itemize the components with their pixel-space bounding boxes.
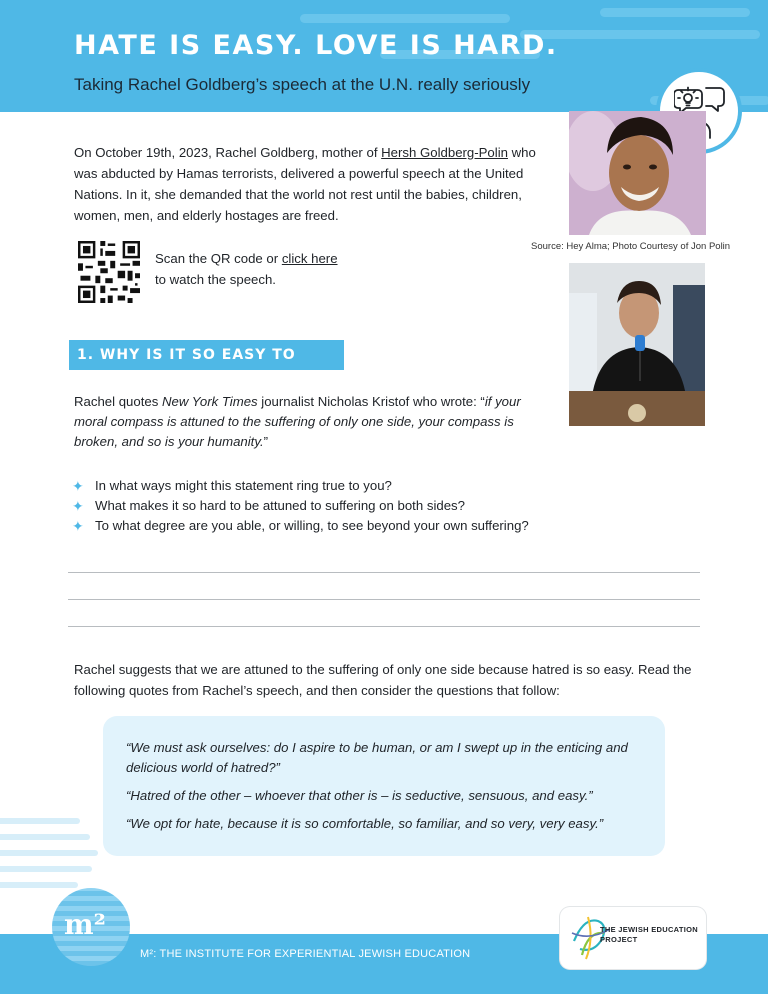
section-1-heading: 1. WHY IS IT SO EASY TO HATE? [69,340,344,370]
hersh-goldberg-polin-link[interactable]: Hersh Goldberg-Polin [381,145,508,160]
sparkle-bullet-icon: ✦ [72,478,84,494]
intro-paragraph: On October 19th, 2023, Rachel Goldberg, mother of Hersh Goldberg-Polin who was abducted by Hamas terrorists, delivered a powerful speech at the United Nations. In it, she demanded that the world not rest until the babies, children, women, men, and elderly hostages are freed. [74,145,536,223]
list-item: ✦ What makes it so hard to be attuned to suffering on both sides? [72,498,465,514]
jewish-education-project-logo: THE JEWISH EDUCATION PROJECT [560,907,706,969]
answer-line[interactable] [68,599,700,600]
kristof-quote-paragraph: Rachel quotes New York Times journalist Nicholas Kristof who wrote: “if your moral compass is attuned to the suffering of only one side, your compass is broken, and so is your humanity.” [74,394,521,449]
speech-quote: “We must ask ourselves: do I aspire to be human, or am I swept up in the enticing and delicious world of hatred?” [126,740,628,775]
sparkle-bullet-icon: ✦ [72,498,84,514]
speech-quote: “We opt for hate, because it is so comfortable, so familiar, and so very, very easy.” [126,816,604,831]
hatred-paragraph: Rachel suggests that we are attuned to the suffering of only one side because hatred is so easy. Read the following quotes from Rachel’s speech, and then consider the questions that follow: [74,662,692,698]
answer-line[interactable] [68,626,700,627]
m2-logo: m² [52,888,130,966]
click-here-link[interactable]: click here [281,251,338,266]
speech-quote: “Hatred of the other – whoever that other is – is seductive, sensuous, and easy.” [126,788,593,803]
header-banner [0,0,768,112]
scan-instructions: Scan the QR code or click here to watch the speech. [155,251,338,287]
page-subtitle: Taking Rachel Goldberg’s speech at the U.N. really seriously [74,75,531,94]
page-title: HATE IS EASY. LOVE IS HARD. [74,30,558,61]
list-item: ✦ To what degree are you able, or willing, to see beyond your own suffering? [72,518,529,534]
answer-line[interactable] [68,572,700,573]
hersh-photo [569,111,706,235]
speech-quotes-box [103,716,665,856]
list-item: ✦ In what ways might this statement ring true to you? [72,478,392,494]
rachel-photo [569,263,705,426]
discussion-questions [72,476,529,536]
footer-org-name: M²: THE INSTITUTE FOR EXPERIENTIAL JEWISH EDUCATION [140,948,471,960]
sparkle-bullet-icon: ✦ [72,518,84,534]
qr-code-icon[interactable] [78,241,140,303]
photo-caption: Source: Hey Alma; Photo Courtesy of Jon Polin [531,241,731,252]
